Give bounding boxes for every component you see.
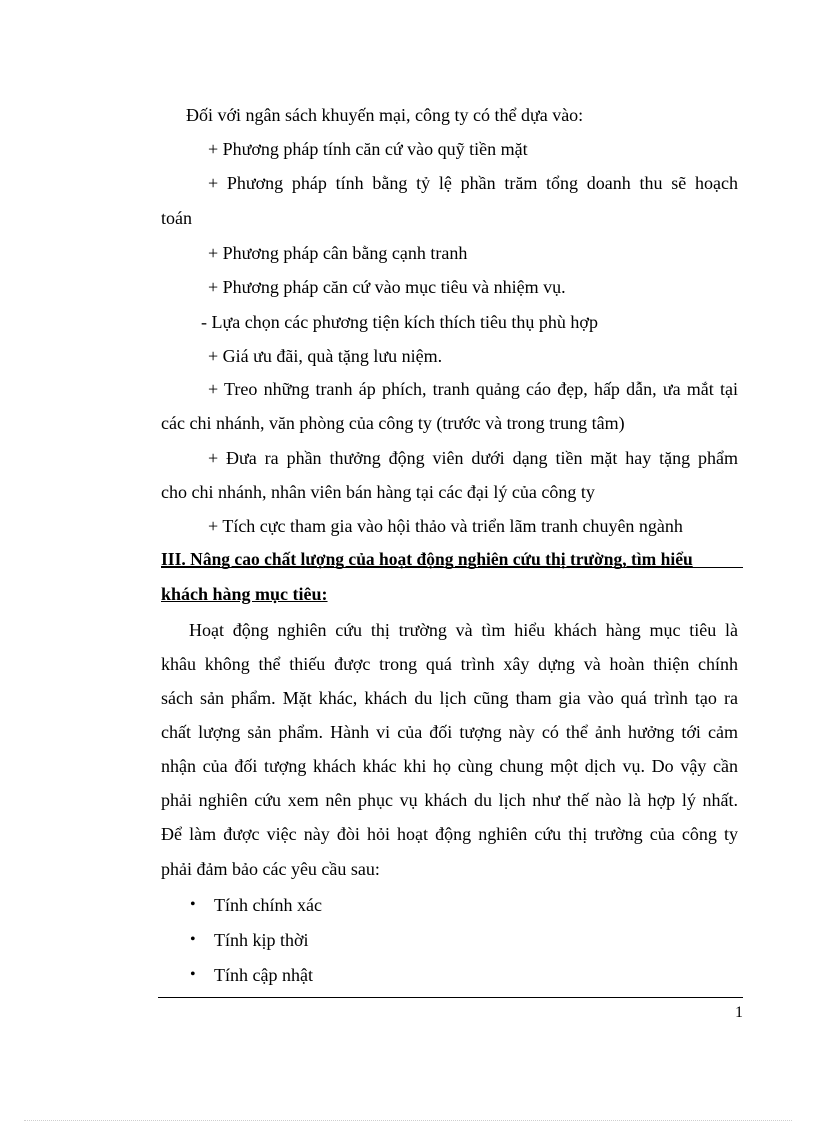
heading-underline-rule — [161, 567, 743, 568]
promotion-intro: - Lựa chọn các phương tiện kích thích tiêu thụ phù hợp — [201, 312, 598, 332]
requirement-item: Tính chính xác — [214, 895, 322, 915]
body-line: khâu không thể thiếu được trong quá trình xây dựng và hoàn thiện chính — [161, 654, 738, 674]
body-line: Hoạt động nghiên cứu thị trường và tìm hiểu khách hàng mục tiêu là — [189, 620, 738, 640]
budget-item: + Phương pháp tính căn cứ vào quỹ tiền mặt — [208, 139, 528, 159]
body-line: sách sản phẩm. Mặt khác, khách du lịch cũng tham gia vào quá trình tạo ra — [161, 688, 738, 708]
page-number: 1 — [735, 1004, 743, 1021]
budget-item: + Phương pháp cân bằng cạnh tranh — [208, 243, 468, 263]
promotion-item: + Giá ưu đãi, quà tặng lưu niệm. — [208, 346, 443, 366]
section-heading-line-2: khách hàng mục tiêu: — [161, 584, 328, 604]
budget-intro: Đối với ngân sách khuyến mại, công ty có thể dựa vào: — [186, 105, 584, 125]
budget-item: + Phương pháp tính bằng tỷ lệ phần trăm tổng doanh thu sẽ hoạch — [208, 173, 738, 193]
budget-item: + Phương pháp căn cứ vào mục tiêu và nhiệm vụ. — [208, 277, 566, 297]
body-line: chất lượng sản phẩm. Hành vi của đối tượng này có thể ảnh hưởng tới cảm — [161, 722, 738, 742]
requirement-item: Tính cập nhật — [214, 965, 313, 985]
section-heading-line-1: III. Nâng cao chất lượng của hoạt động nghiên cứu thị trường, tìm hiểu — [161, 549, 693, 569]
promotion-item: + Tích cực tham gia vào hội thảo và triển lãm tranh chuyên ngành — [208, 516, 683, 536]
page-boundary-dotted-line — [24, 1120, 792, 1121]
bullet-dot-icon: • — [190, 931, 196, 948]
promotion-item-continued: cho chi nhánh, nhân viên bán hàng tại các đại lý của công ty — [161, 482, 595, 502]
footer-rule — [158, 997, 743, 998]
bullet-dot-icon: • — [190, 896, 196, 913]
promotion-item-continued: các chi nhánh, văn phòng của công ty (trước và trong trung tâm) — [161, 413, 625, 433]
promotion-item: + Đưa ra phần thưởng động viên dưới dạng tiền mặt hay tặng phẩm — [208, 448, 738, 468]
body-line: phải đảm bảo các yêu cầu sau: — [161, 859, 380, 879]
budget-item-continued: toán — [161, 208, 192, 228]
body-line: Để làm được việc này đòi hỏi hoạt động nghiên cứu thị trường của công ty — [161, 824, 738, 844]
body-line: nhận của đối tượng khách khác khi họ cùng chung một dịch vụ. Do vậy cần — [161, 756, 738, 776]
promotion-item: + Treo những tranh áp phích, tranh quảng cáo đẹp, hấp dẫn, ưa mắt tại — [208, 379, 738, 399]
bullet-dot-icon: • — [190, 966, 196, 983]
requirement-item: Tính kịp thời — [214, 930, 309, 950]
body-line: phải nghiên cứu xem nên phục vụ khách du lịch như thế nào là hợp lý nhất. — [161, 790, 738, 810]
